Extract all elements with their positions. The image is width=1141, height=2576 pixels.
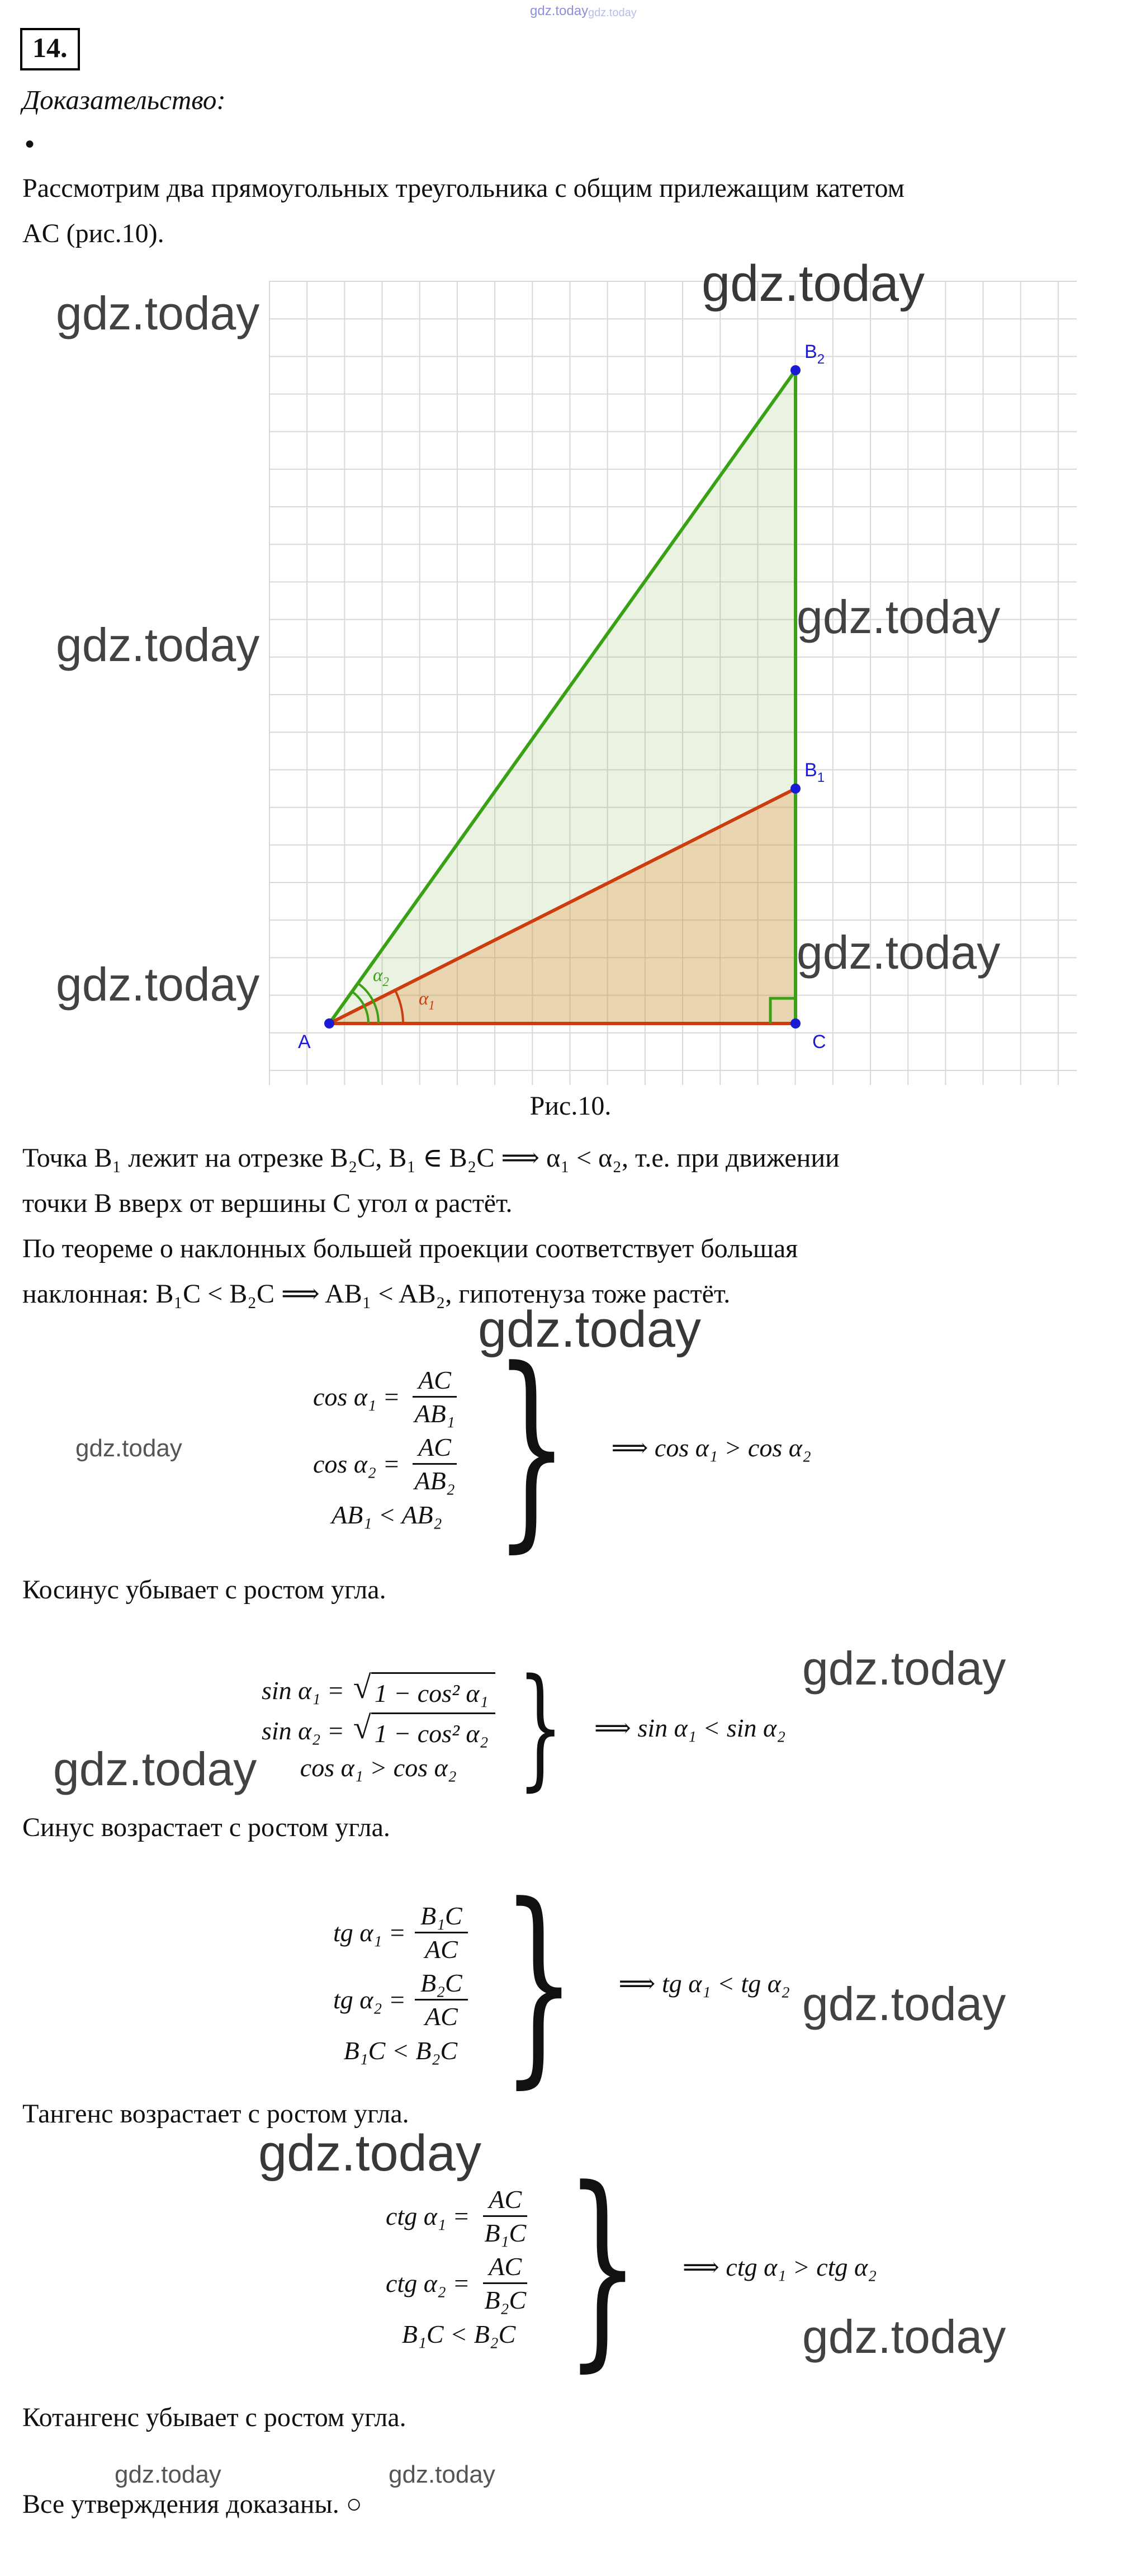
inequality: B₁C < B₂C	[343, 2036, 458, 2065]
conclusion: Все утверждения доказаны. ○	[22, 2489, 362, 2519]
watermark: gdz.today	[478, 1301, 701, 1358]
intro-line: Рассмотрим два прямоугольных треугольника с общим прилежащим катетом	[22, 173, 905, 203]
implication-result: ⟹ tg α₁ < tg α₂	[618, 1969, 790, 1998]
proof-label: Доказательство:	[22, 84, 226, 115]
figure-caption: Рис.10.	[529, 1091, 612, 1121]
fraction	[479, 2252, 532, 2315]
equation-lhs: tg α₁ =	[333, 1918, 406, 1947]
square-root	[353, 1669, 495, 1708]
body-line: точки B вверх от вершины C угол α растёт.	[22, 1188, 513, 1218]
note-cos: Косинус убывает с ростом угла.	[22, 1575, 386, 1605]
fraction	[415, 1969, 468, 2031]
equation-row	[262, 1669, 495, 1708]
point-C	[790, 1018, 801, 1028]
grouping-brace: }	[501, 1859, 576, 2107]
inequality: cos α₁ > cos α₂	[300, 1753, 457, 1782]
equations-column	[313, 1366, 461, 1530]
label-alpha1: $\alpha_1$	[419, 989, 435, 1012]
label-B2: $B_2$	[804, 341, 825, 367]
fraction-denominator: AC	[424, 1935, 458, 1964]
fraction-numerator: AC	[483, 2185, 527, 2218]
watermark: gdz.today	[802, 1978, 1006, 2030]
square-root	[353, 1709, 495, 1748]
intro-paragraph	[22, 166, 905, 256]
fraction-denominator: AB₁	[414, 1399, 455, 1428]
equation-lhs: ctg α₁ =	[386, 2202, 470, 2231]
radical-sign: √	[353, 1709, 371, 1745]
grouping-brace: }	[517, 1650, 564, 1804]
watermark: gdz.today	[115, 2461, 221, 2488]
equation-lhs: tg α₂ =	[333, 1985, 406, 2014]
label-C: C	[812, 1031, 826, 1053]
equations-column	[262, 1669, 495, 1782]
equation-row	[262, 1709, 495, 1748]
equation-lhs: ctg α₂ =	[386, 2269, 470, 2298]
math-block-tg	[333, 1859, 790, 2107]
equation-row	[333, 1902, 468, 1964]
equation-row	[333, 1969, 468, 2031]
equations-column	[386, 2185, 532, 2349]
point-A	[324, 1018, 334, 1028]
watermark: gdz.today	[802, 1642, 1006, 1695]
implication-result: ⟹ ctg α₁ > ctg α₂	[682, 2253, 877, 2282]
fraction	[479, 2185, 532, 2248]
watermark: gdz.today	[802, 2310, 1006, 2363]
watermark: gdz.today	[588, 7, 637, 19]
problem-number: 14.	[20, 28, 80, 70]
grouping-brace: }	[494, 1323, 569, 1571]
label-alpha2: $\alpha_2$	[373, 965, 389, 989]
watermark: gdz.today	[56, 619, 260, 671]
implication-result: ⟹ cos α₁ > cos α₂	[611, 1433, 811, 1462]
note-ctg: Котангенс убывает с ростом угла.	[22, 2403, 406, 2432]
watermark: gdz.today	[56, 287, 260, 339]
equation-row	[313, 1366, 461, 1428]
radical-sign: √	[353, 1669, 371, 1705]
fraction-denominator: AC	[424, 2002, 458, 2031]
fraction-numerator: B₂C	[415, 1969, 468, 2001]
fraction-numerator: B₁C	[415, 1902, 468, 1934]
watermark: gdz.today	[797, 591, 1001, 643]
fraction-numerator: AC	[413, 1433, 457, 1465]
body-line: наклонная: B₁C < B₂C ⟹ AB₁ < AB₂, гипотенуза тоже растёт.	[22, 1279, 731, 1309]
equation-row	[386, 2185, 532, 2248]
label-A: A	[298, 1031, 311, 1053]
body-line: Точка B₁ лежит на отрезке B₂C, B₁ ∈ B₂C ⟹ α₁ < α₂, т.е. при движении	[22, 1143, 840, 1173]
bullet-marker: ●	[25, 134, 35, 153]
fraction-numerator: AC	[483, 2252, 527, 2285]
label-B1: $B_1$	[804, 759, 825, 785]
intro-line: AC (рис.10).	[22, 219, 164, 248]
radicand: 1 − cos² α₂	[371, 1712, 495, 1748]
watermark: gdz.today	[56, 958, 260, 1011]
watermark: gdz.today	[797, 926, 1001, 979]
watermark: gdz.today	[389, 2461, 495, 2488]
fraction-denominator: AB₂	[414, 1466, 455, 1495]
watermark: gdz.today	[75, 1435, 182, 1462]
equation-lhs: cos α₁ =	[313, 1383, 400, 1412]
watermark: gdz.today	[530, 3, 589, 18]
math-block-sin	[262, 1650, 786, 1804]
implication-result: ⟹ sin α₁ < sin α₂	[594, 1713, 786, 1742]
body-line: По теореме о наклонных большей проекции соответствует большая	[22, 1234, 798, 1263]
equation-row	[313, 1433, 461, 1495]
equations-column	[333, 1902, 468, 2065]
note-tg: Тангенс возрастает с ростом угла.	[22, 2099, 409, 2129]
radicand: 1 − cos² α₁	[371, 1672, 495, 1708]
watermark: gdz.today	[702, 255, 925, 312]
watermark: gdz.today	[258, 2125, 481, 2182]
fraction	[415, 1902, 468, 1964]
fraction-denominator: B₂C	[484, 2286, 527, 2315]
inequality: B₁C < B₂C	[401, 2319, 516, 2348]
fraction	[409, 1366, 461, 1428]
equation-lhs: cos α₂ =	[313, 1450, 400, 1479]
point-B1	[790, 784, 801, 794]
fraction	[409, 1433, 461, 1495]
body-paragraph	[22, 1135, 840, 1317]
note-sin: Синус возрастает с ростом угла.	[22, 1813, 390, 1842]
equation-lhs: sin α₁ =	[262, 1676, 344, 1705]
equation-row	[386, 2252, 532, 2315]
inequality: AB₁ < AB₂	[332, 1500, 442, 1529]
watermark: gdz.today	[53, 1743, 257, 1795]
fraction-denominator: B₁C	[484, 2219, 527, 2248]
fraction-numerator: AC	[413, 1366, 457, 1398]
equation-lhs: sin α₂ =	[262, 1716, 344, 1745]
point-B2	[790, 365, 801, 375]
grouping-brace: }	[565, 2143, 640, 2390]
